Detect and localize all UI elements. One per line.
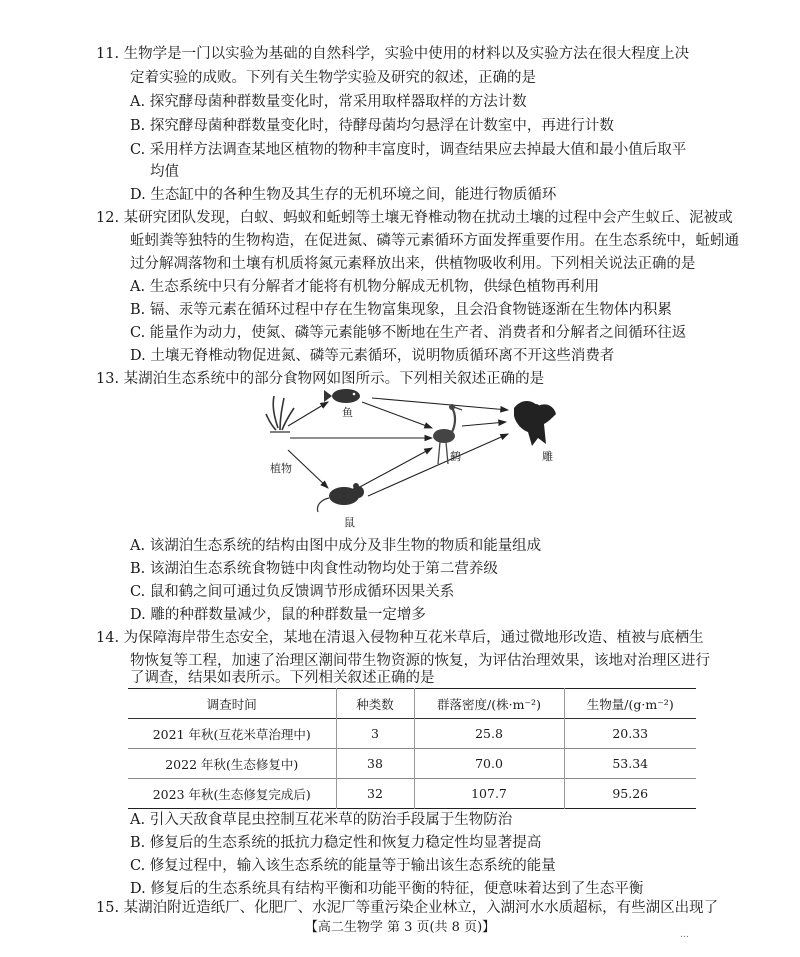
header-survey-time: 调查时间 bbox=[206, 696, 257, 712]
cell-species: 3 bbox=[336, 719, 414, 749]
q12-stem-line3: 过分解凋落物和土壤有机质将氮元素释放出来，供植物吸收利用。下列相关说法正确的是 bbox=[130, 256, 696, 272]
q12-option-a: A. 生态系统中只有分解者才能将有机物分解成无机物，供绿色植物再利用 bbox=[130, 279, 600, 295]
cell-density: 70.0 bbox=[414, 749, 564, 779]
arrow-rat-crane bbox=[358, 448, 432, 488]
corner-mark: … bbox=[680, 930, 689, 940]
q13-option-a: A. 该湖泊生态系统的结构由图中成分及非生物的物质和能量组成 bbox=[130, 538, 542, 554]
arrow-crane-eagle bbox=[462, 422, 506, 426]
crane-label: 鹤 bbox=[450, 450, 461, 463]
q14-stem-line1: 14. 为保障海岸带生态安全，某地在清退入侵物种互花米草后，通过微地形改造、植被与底栖生 bbox=[96, 630, 704, 646]
food-web-diagram bbox=[260, 388, 580, 530]
q12-stem-line2: 蚯蚓粪等独特的生物构造，在促进氮、磷等元素循环方面发挥重要作用。在生态系统中，蚯蚓通 bbox=[130, 233, 739, 249]
q14-option-d: D. 修复后的生态系统具有结构平衡和功能平衡的特征，便意味着达到了生态平衡 bbox=[130, 881, 644, 897]
q14-option-b: B. 修复后的生态系统的抵抗力稳定性和恢复力稳定性均显著提高 bbox=[130, 835, 542, 851]
arrow-plant-fish bbox=[288, 402, 328, 426]
arrow-fish-crane bbox=[362, 402, 432, 428]
q11-option-a: A. 探究酵母菌种群数量变化时，常采用取样器取样的方法计数 bbox=[130, 94, 527, 110]
cell-species: 32 bbox=[336, 779, 414, 809]
q11-stem-line1: 11. 生物学是一门以实验为基础的自然科学，实验中使用的材料以及实验方法在很大程度上决 bbox=[96, 46, 690, 62]
q11-option-b: B. 探究酵母菌种群数量变化时，待酵母菌均匀悬浮在计数室中，再进行计数 bbox=[130, 118, 614, 134]
cell-species: 38 bbox=[336, 749, 414, 779]
cell-biomass: 53.34 bbox=[564, 749, 696, 779]
arrow-plant-rat bbox=[288, 450, 328, 488]
q13-stem: 13. 某湖泊生态系统中的部分食物网如图所示。下列相关叙述正确的是 bbox=[96, 371, 545, 387]
rat-label: 鼠 bbox=[344, 516, 355, 529]
q14-stem-line3: 了调查，结果如表所示。下列相关叙述正确的是 bbox=[130, 670, 435, 686]
q11-option-d: D. 生态缸中的各种生物及其生存的无机环境之间，能进行物质循环 bbox=[130, 187, 557, 203]
q15-stem-line1: 15. 某湖泊附近造纸厂、化肥厂、水泥厂等重污染企业林立，入湖河水水质超标，有些湖区出现了 bbox=[96, 900, 719, 916]
table-row bbox=[128, 749, 696, 779]
plant-icon bbox=[266, 396, 294, 432]
header-community-density: 群落密度/(株·m⁻²) bbox=[414, 689, 564, 719]
q12-option-d: D. 土壤无脊椎动物促进氮、磷等元素循环，说明物质循环离不开这些消费者 bbox=[130, 348, 615, 364]
q11-stem-line2: 定着实验的成败。下列有关生物学实验及研究的叙述，正确的是 bbox=[130, 70, 536, 86]
page-footer: 【高二生物学 第 3 页(共 8 页)】 bbox=[304, 920, 496, 935]
cell-time: 2023 年秋(生态修复完成后) bbox=[152, 786, 311, 802]
q13-option-b: B. 该湖泊生态系统食物链中肉食性动物均处于第二营养级 bbox=[130, 561, 498, 577]
rat-icon bbox=[317, 483, 364, 512]
q14-option-c: C. 修复过程中，输入该生态系统的能量等于输出该生态系统的能量 bbox=[130, 858, 556, 874]
cell-time: 2021 年秋(互花米草治理中) bbox=[152, 726, 311, 742]
q11-option-c-line2: 均值 bbox=[150, 164, 179, 180]
header-species-count: 种类数 bbox=[336, 689, 414, 719]
eagle-icon bbox=[514, 401, 556, 446]
header-biomass: 生物量/(g·m⁻²) bbox=[564, 689, 696, 719]
table-header-row bbox=[128, 689, 696, 719]
cell-biomass: 20.33 bbox=[564, 719, 696, 749]
q12-option-b: B. 镉、汞等元素在循环过程中存在生物富集现象，且会沿食物链逐渐在生物体内积累 bbox=[130, 302, 672, 318]
q12-option-c: C. 能量作为动力，使氮、磷等元素能够不断地在生产者、消费者和分解者之间循环往返 bbox=[130, 325, 687, 341]
fish-icon bbox=[324, 389, 360, 403]
table-row bbox=[128, 779, 696, 809]
fish-label: 鱼 bbox=[342, 406, 353, 419]
cell-biomass: 95.26 bbox=[564, 779, 696, 809]
cell-time: 2022 年秋(生态修复中) bbox=[165, 756, 299, 772]
survey-table bbox=[128, 688, 696, 809]
q12-stem-line1: 12. 某研究团队发现，白蚁、蚂蚁和蚯蚓等土壤无脊椎动物在扰动土壤的过程中会产生蚁丘、泥被或 bbox=[96, 210, 733, 226]
q14-stem-line2: 物恢复等工程，加速了治理区潮间带生物资源的恢复，为评估治理效果，该地对治理区进行 bbox=[130, 653, 710, 669]
q11-option-c-line1: C. 采用样方法调查某地区植物的物种丰富度时，调查结果应去掉最大值和最小值后取平 bbox=[130, 142, 687, 158]
plant-label: 植物 bbox=[270, 462, 292, 475]
cell-density: 107.7 bbox=[414, 779, 564, 809]
cell-density: 25.8 bbox=[414, 719, 564, 749]
eagle-label: 雕 bbox=[542, 450, 553, 463]
table-row bbox=[128, 719, 696, 749]
arrow-fish-eagle bbox=[372, 398, 508, 410]
arrow-rat-eagle bbox=[368, 434, 508, 496]
q14-option-a: A. 引入天敌食草昆虫控制互花米草的防治手段属于生物防治 bbox=[130, 812, 513, 828]
q13-option-c: C. 鼠和鹤之间可通过负反馈调节形成循环因果关系 bbox=[130, 584, 455, 600]
q13-option-d: D. 雕的种群数量减少，鼠的种群数量一定增多 bbox=[130, 607, 426, 623]
food-web-svg bbox=[260, 388, 580, 530]
